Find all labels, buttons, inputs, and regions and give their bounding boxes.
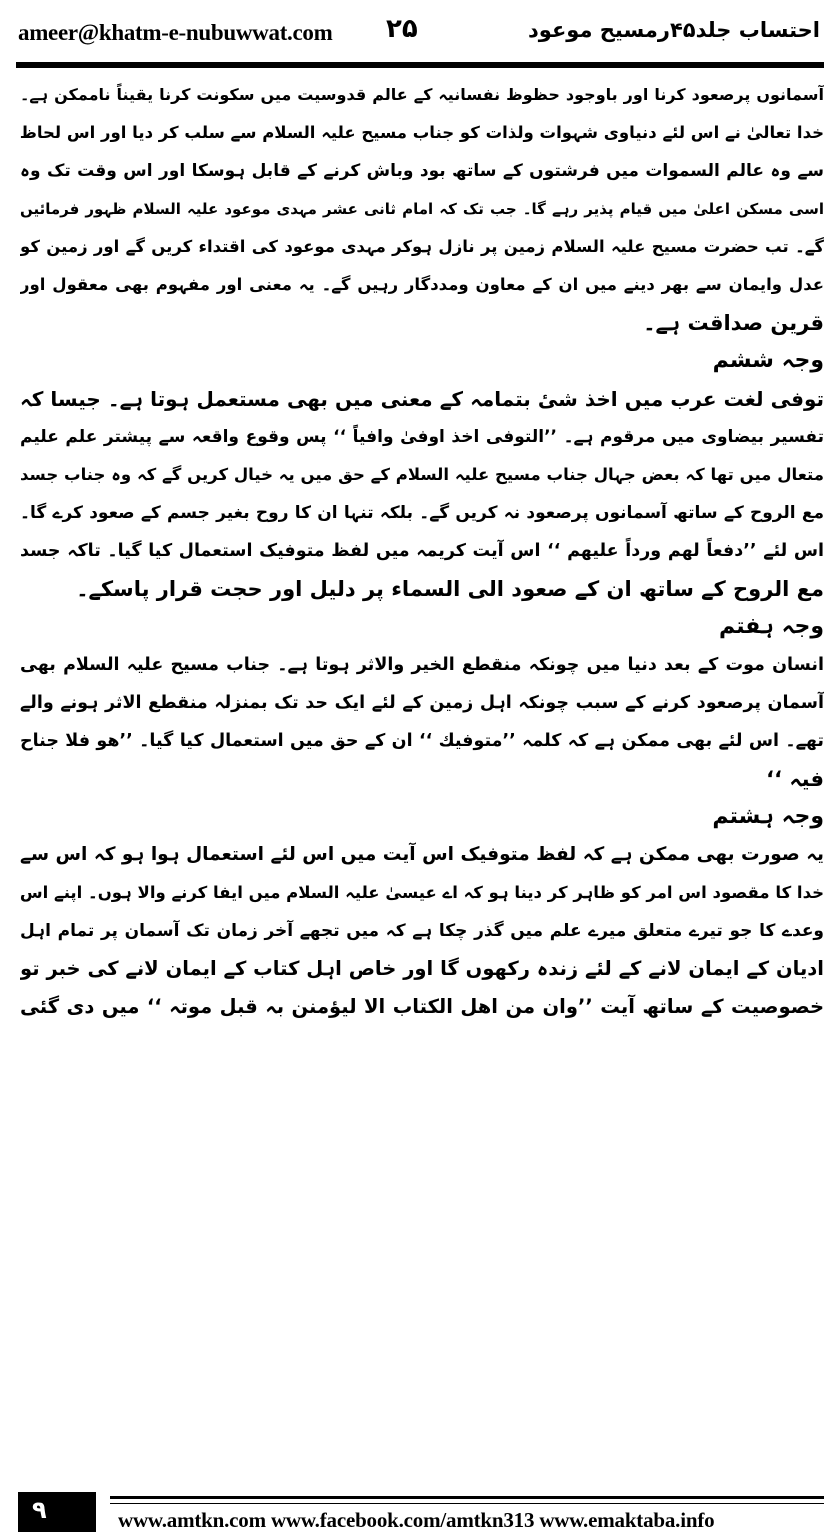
section-heading-7: وجہ ہفتم bbox=[718, 614, 824, 639]
text-line: خدا تعالیٰ نے اس لئے دنیاوی شہوات ولذات کو جناب مسیح علیہ السلام سے سلب کر دیا اور اس لحاظ bbox=[20, 123, 824, 142]
text-line: عدل وایمان سے بھر دینے میں ان کے معاون ومددگار رہیں گے۔ یہ معنی اور مفہوم بھی معقول اور bbox=[20, 275, 824, 294]
text-line: آسمانوں پرصعود کرنا اور باوجود حظوظ نفسانیہ کے عالم قدوسیت میں سکونت کرنا یقیناً ناممکن ہے۔ bbox=[20, 85, 824, 104]
text-line: مع الروح کے ساتھ ان کے صعود الی السماء پر دلیل اور حجت قرار پاسکے۔ bbox=[76, 577, 824, 601]
text-line: تفسیر بیضاوی میں مرقوم ہے۔ ’’التوفی اخذ اوفیٰ وافیاً ‘‘ پس وقوع واقعہ سے پیشتر علم علیم bbox=[20, 427, 824, 447]
footer-links: www.amtkn.com www.facebook.com/amtkn313 www.emaktaba.info bbox=[118, 1508, 715, 1532]
header-rule bbox=[16, 62, 824, 68]
text-line: گے۔ تب حضرت مسیح علیہ السلام زمین پر نازل ہوکر مہدی موعود کی اقتداء کریں گے اور زمین کو bbox=[20, 237, 824, 256]
text-line: یہ صورت بھی ممکن ہے کہ لفظ متوفیک اس آیت میں اس لئے استعمال ہوا ہو کہ اس سے bbox=[20, 844, 824, 865]
section-heading-8: وجہ ہشتم bbox=[712, 804, 824, 829]
text-line: فیہ ‘‘ bbox=[766, 767, 824, 791]
section-heading-6: وجہ ششم bbox=[712, 348, 824, 373]
footer-page-number: ۹ bbox=[18, 1492, 96, 1532]
header-book-title: احتساب جلد۴۵رمسیح موعود bbox=[528, 18, 820, 42]
page-header bbox=[0, 0, 840, 60]
paragraph-1 bbox=[20, 76, 824, 342]
page-body bbox=[20, 76, 824, 1476]
text-line: اس لئے ’’دفعاً لھم ورداً علیھم ‘‘ اس آیت کریمہ میں لفظ متوفیک استعمال کیا گیا۔ تاکہ جسد bbox=[20, 541, 824, 561]
paragraph-4 bbox=[20, 836, 824, 1026]
text-line: خدا کا مقصود اس امر کو ظاہر کر دینا ہو کہ اے عیسیٰ علیہ السلام میں ایفا کرنے والا ہوں۔ اپنے اس bbox=[20, 883, 824, 902]
text-line: اسی مسکن اعلیٰ میں قیام پذیر رہے گا۔ جب تک کہ امام ثانی عشر مہدی موعود علیہ السلام ظہور فرمائیں bbox=[20, 200, 824, 218]
text-line: تھے۔ اس لئے بھی ممکن ہے کہ کلمہ ’’متوفیك ‘‘ ان کے حق میں استعمال کیا گیا۔ ’’ھو فلا جناح bbox=[20, 731, 824, 751]
text-line: مع الروح کے ساتھ آسمانوں پرصعود نہ کریں گے۔ بلکہ تنہا ان کا روح بغیر جسم کے صعود کرے گا۔ bbox=[20, 503, 824, 523]
text-line: وعدے کا جو تیرے متعلق میرے علم میں گذر چکا ہے کہ میں تجھے آخر زمان تک آسمان پر تمام اہل bbox=[20, 921, 824, 941]
text-line: قرین صداقت ہے۔ bbox=[643, 311, 824, 335]
text-line: خصوصیت کے ساتھ آیت ’’وان من اھل الکتاب الا لیؤمنن بہ قبل موتہ ‘‘ میں دی گئی bbox=[20, 995, 824, 1018]
text-line: متعال میں تھا کہ بعض جہال جناب مسیح علیہ السلام کے حق میں یہ خیال کریں گے کہ وہ جناب جسد bbox=[20, 465, 824, 484]
header-page-number: ۲۵ bbox=[386, 14, 418, 44]
text-line: توفی لغت عرب میں اخذ شیٔ بتمامہ کے معنی میں بھی مستعمل ہوتا ہے۔ جیسا کہ bbox=[20, 387, 824, 411]
paragraph-2 bbox=[20, 380, 824, 608]
text-line: ادیان کے ایمان لانے کے لئے زندہ رکھوں گا اور خاص اہل کتاب کے ایمان لانے کی خبر تو bbox=[20, 957, 824, 980]
text-line: آسمان پرصعود کرنے کے سبب چونکہ اہل زمین کے لئے ایک حد تک بمنزلہ منقطع الاثر ہونے والے bbox=[20, 693, 824, 713]
header-email: ameer@khatm-e-nubuwwat.com bbox=[18, 20, 333, 45]
text-line: انسان موت کے بعد دنیا میں چونکہ منقطع الخیر والاثر ہوتا ہے۔ جناب مسیح علیہ السلام بھی bbox=[20, 655, 824, 675]
page-footer bbox=[0, 1486, 840, 1540]
text-line: سے وہ عالم السموات میں فرشتوں کے ساتھ بود وباش کرنے کے قابل ہوسکا اور اس وقت تک وہ bbox=[20, 161, 824, 181]
footer-rule bbox=[110, 1496, 824, 1504]
paragraph-3 bbox=[20, 646, 824, 798]
